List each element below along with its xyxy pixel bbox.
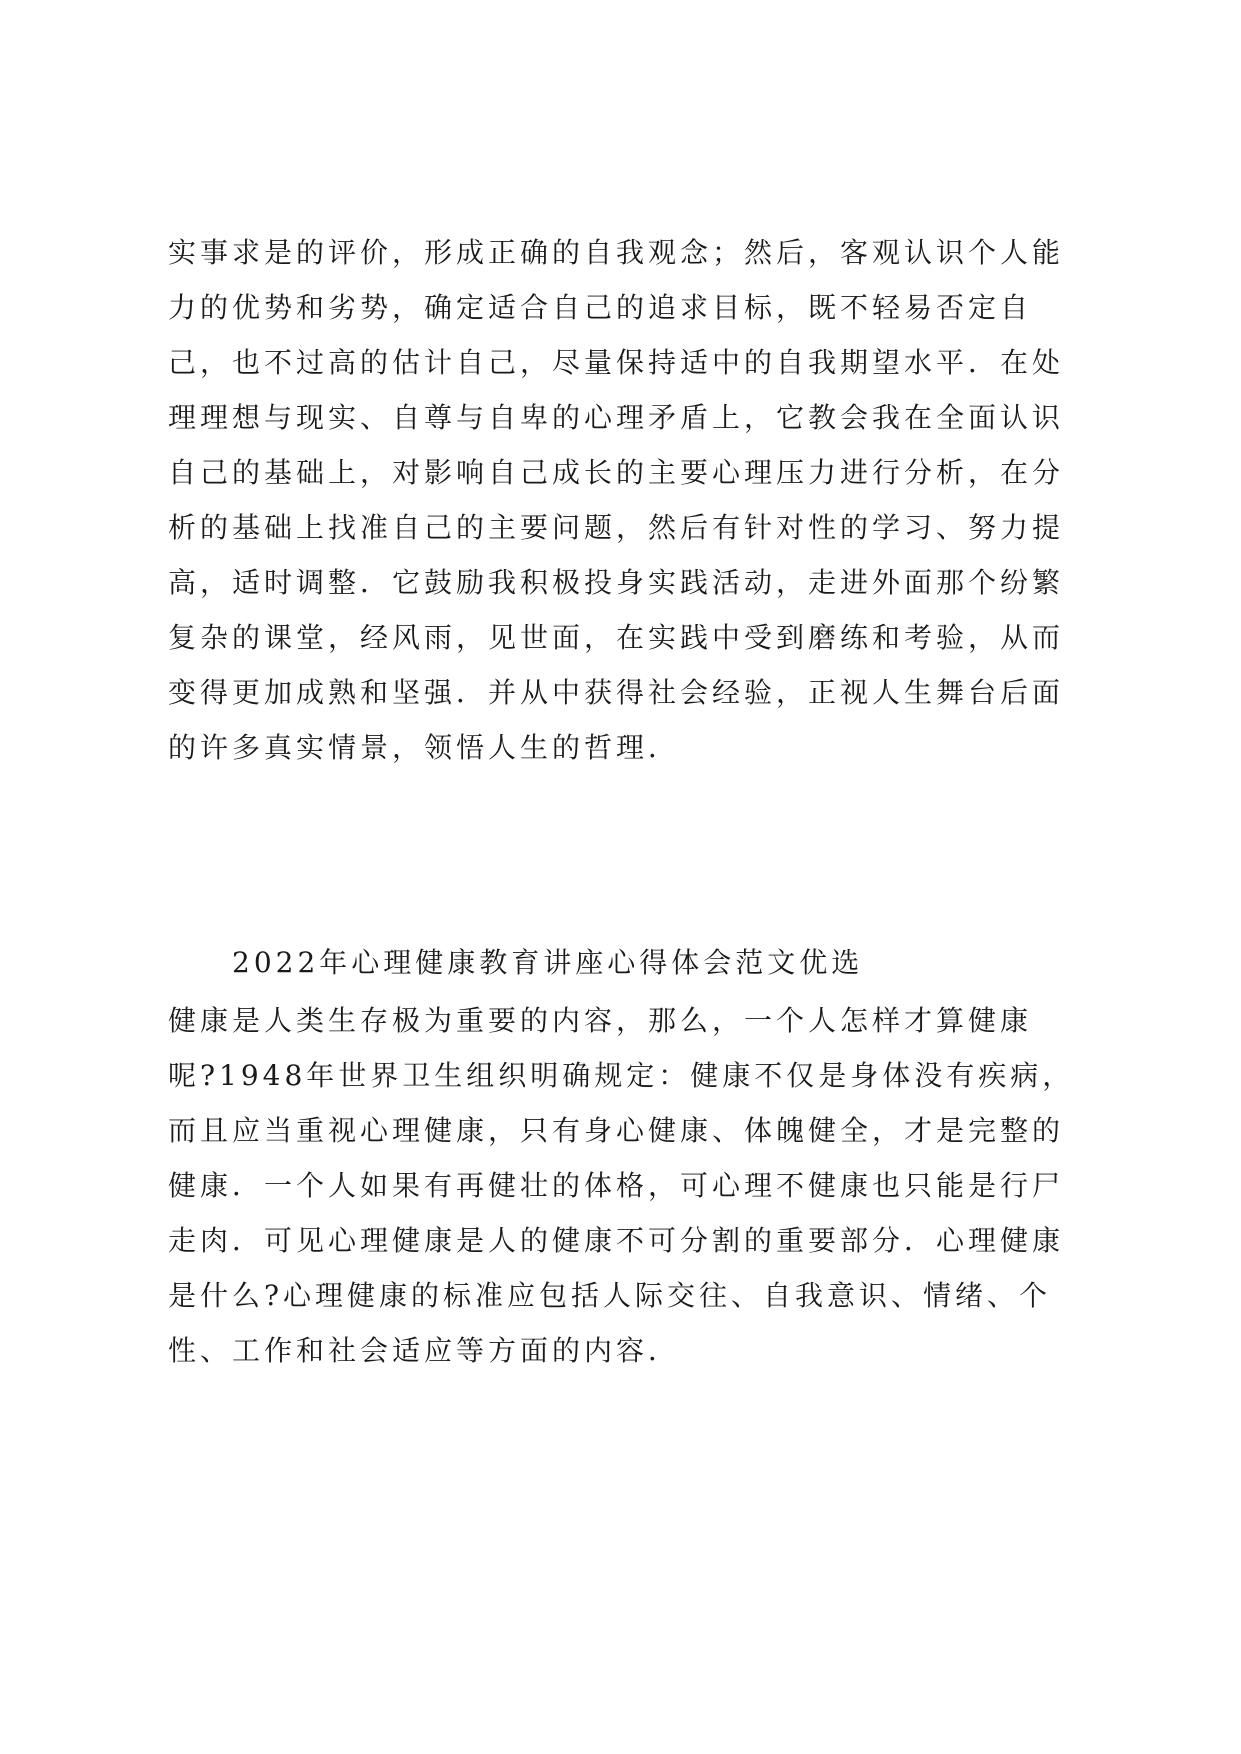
section-heading-text: 2022年心理健康教育讲座心得体会范文优选 <box>232 946 864 979</box>
text-line: 复杂的课堂，经风雨，见世面，在实践中受到磨练和考验，从而 <box>168 621 1065 654</box>
text-line: 己，也不过高的估计自己，尽量保持适中的自我期望水平．在处 <box>168 346 1065 379</box>
text-line: 健康．一个人如果有再健壮的体格，可心理不健康也只能是行尸 <box>168 1169 1065 1202</box>
text-line: 自己的基础上，对影响自己成长的主要心理压力进行分析，在分 <box>168 456 1065 489</box>
body-paragraph-2 <box>168 993 1098 1378</box>
body-paragraph-1 <box>168 225 1098 775</box>
text-line: 是什么?心理健康的标准应包括人际交往、自我意识、情绪、个 <box>168 1279 1052 1312</box>
text-line: 高，适时调整．它鼓励我积极投身实践活动，走进外面那个纷繁 <box>168 566 1065 599</box>
text-line: 理理想与现实、自尊与自卑的心理矛盾上，它教会我在全面认识 <box>168 401 1065 434</box>
text-line: 呢?1948年世界卫生组织明确规定：健康不仅是身体没有疾病， <box>168 1059 1075 1092</box>
text-line: 实事求是的评价，形成正确的自我观念；然后，客观认识个人能 <box>168 236 1065 269</box>
text-line: 析的基础上找准自己的主要问题，然后有针对性的学习、努力提 <box>168 511 1065 544</box>
section-heading <box>232 935 1162 990</box>
text-line: 力的优势和劣势，确定适合自己的追求目标，既不轻易否定自 <box>168 291 1033 324</box>
text-line: 性、工作和社会适应等方面的内容． <box>168 1334 681 1367</box>
text-line: 而且应当重视心理健康，只有身心健康、体魄健全，才是完整的 <box>168 1114 1065 1147</box>
text-line: 走肉．可见心理健康是人的健康不可分割的重要部分．心理健康 <box>168 1224 1065 1257</box>
text-line: 健康是人类生存极为重要的内容，那么，一个人怎样才算健康 <box>168 1004 1033 1037</box>
text-line: 的许多真实情景，领悟人生的哲理． <box>168 731 681 764</box>
text-line: 变得更加成熟和坚强．并从中获得社会经验，正视人生舞台后面 <box>168 676 1065 709</box>
